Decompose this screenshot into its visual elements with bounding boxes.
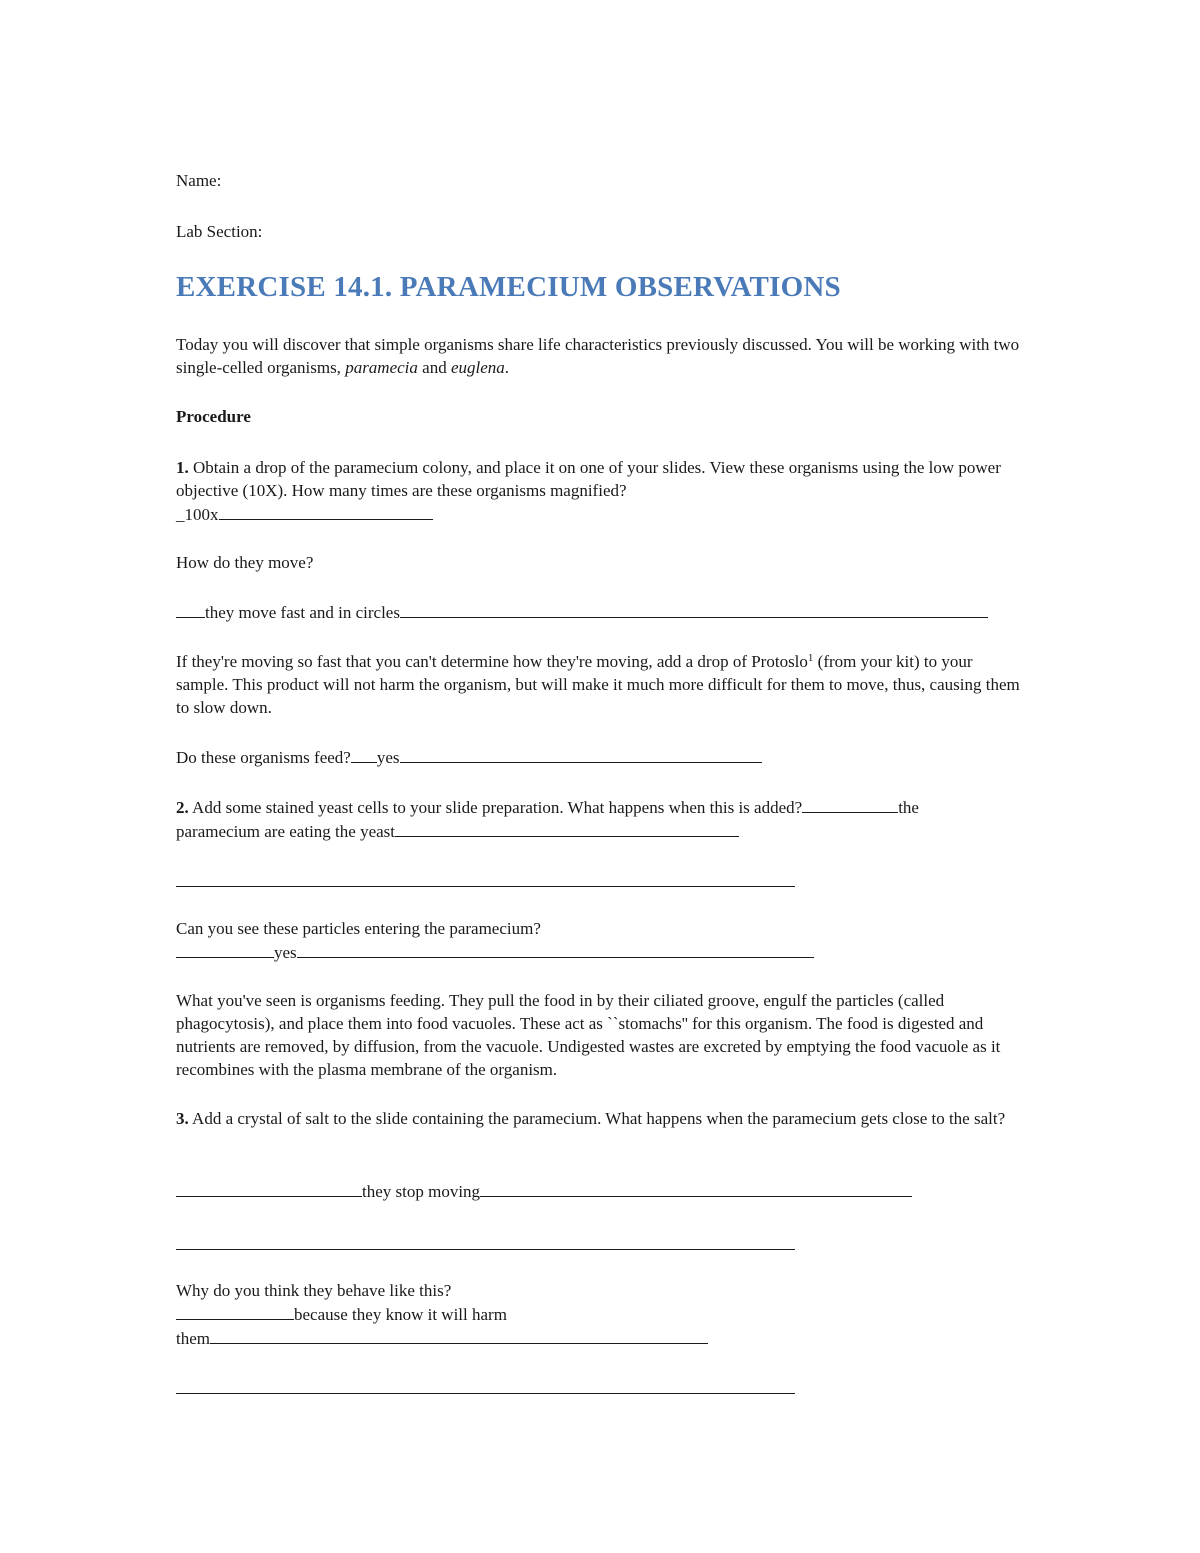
step-2-answer-part1[interactable]: the xyxy=(898,798,919,817)
why-answer-part1[interactable]: because they know it will harm xyxy=(294,1305,507,1324)
step-1-question xyxy=(176,456,1026,502)
why-answer-part2[interactable]: them xyxy=(176,1329,210,1348)
move-question: How do they move? xyxy=(176,553,314,572)
feed-question: Do these organisms feed? xyxy=(176,748,351,767)
answer-blank[interactable] xyxy=(176,1302,294,1320)
answer-blank[interactable] xyxy=(400,600,988,618)
particles-question: Can you see these particles entering the paramecium? xyxy=(176,919,541,938)
answer-line[interactable] xyxy=(176,1393,795,1394)
step-3-answer-line xyxy=(176,1179,1026,1203)
step-2-text: Add some stained yeast cells to your slide preparation. What happens when this is added? xyxy=(188,798,803,817)
step-2-question xyxy=(176,795,1026,843)
step-1-answer-prefix: _ xyxy=(176,505,185,524)
organism-euglena: euglena xyxy=(450,358,505,377)
answer-blank[interactable] xyxy=(176,600,205,618)
intro-period: . xyxy=(504,358,510,377)
particles-answer[interactable]: yes xyxy=(274,943,297,962)
step-3-text: Add a crystal of salt to the slide containing the paramecium. What happens when the paramecium gets close to the salt? xyxy=(188,1109,1006,1128)
step-1-answer[interactable]: 100x xyxy=(184,505,219,524)
answer-blank[interactable] xyxy=(400,745,762,763)
answer-blank[interactable] xyxy=(480,1179,912,1197)
feeding-paragraph: What you've seen is organisms feeding. They pull the food in by their ciliated groove, engulf the particles (called phagocytosis), and place them into food vacuoles. These act as ``stomachs'' for this organism. The food is digested and nutrients are removed, by diffusion, from the vacuole. Undigested wastes are excreted by emptying the food vacuole as it recombines with the plasma membrane of the organism. xyxy=(176,991,1001,1079)
step-2-number: 2. xyxy=(176,798,189,817)
answer-blank[interactable] xyxy=(297,940,814,958)
protoslo-text-after: (from your kit) to your sample. This product will not harm the organism, but will make it much more difficult for them to move, thus, causing them to slow down. xyxy=(176,652,1020,717)
why-answer-line xyxy=(176,1302,1026,1350)
step-1-answer-line xyxy=(176,502,1026,526)
answer-blank[interactable] xyxy=(210,1326,708,1344)
intro-text: Today you will discover that simple organisms share life characteristics previously discussed. You will be working with two single-celled organisms, xyxy=(176,335,1020,377)
answer-blank[interactable] xyxy=(351,745,377,763)
step-3-answer[interactable]: they stop moving xyxy=(362,1182,481,1201)
answer-blank[interactable] xyxy=(219,502,433,520)
protoslo-paragraph xyxy=(176,650,1026,719)
intro-and: and xyxy=(417,358,451,377)
organism-paramecia: paramecia xyxy=(345,358,418,377)
name-label: Name: xyxy=(176,171,222,190)
answer-blank[interactable] xyxy=(802,795,898,813)
step-3-question xyxy=(176,1107,1026,1130)
footnote-marker[interactable]: 1 xyxy=(807,652,814,664)
exercise-title: EXERCISE 14.1. PARAMECIUM OBSERVATIONS xyxy=(176,271,841,303)
step-2-answer-part2[interactable]: paramecium are eating the yeast xyxy=(176,822,395,841)
move-answer[interactable]: they move fast and in circles xyxy=(205,603,400,622)
answer-line[interactable] xyxy=(176,1249,795,1250)
protoslo-text: If they're moving so fast that you can't determine how they're moving, add a drop of Protoslo xyxy=(176,652,808,671)
procedure-heading: Procedure xyxy=(176,407,251,426)
answer-blank[interactable] xyxy=(176,940,274,958)
move-answer-line xyxy=(176,600,1026,624)
lab-section-label: Lab Section: xyxy=(176,222,263,241)
intro-paragraph xyxy=(176,333,1026,379)
why-question: Why do you think they behave like this? xyxy=(176,1281,452,1300)
answer-blank[interactable] xyxy=(176,1179,362,1197)
step-1-text: Obtain a drop of the paramecium colony, and place it on one of your slides. View these organisms using the low power objective (10X). How many times are these organisms magnified? xyxy=(176,458,1001,500)
feed-question-line xyxy=(176,745,1026,769)
step-1-number: 1. xyxy=(176,458,189,477)
step-3-number: 3. xyxy=(176,1109,189,1128)
particles-answer-line xyxy=(176,940,1026,964)
answer-line[interactable] xyxy=(176,886,795,887)
feed-answer[interactable]: yes xyxy=(376,748,400,767)
answer-blank[interactable] xyxy=(395,819,739,837)
